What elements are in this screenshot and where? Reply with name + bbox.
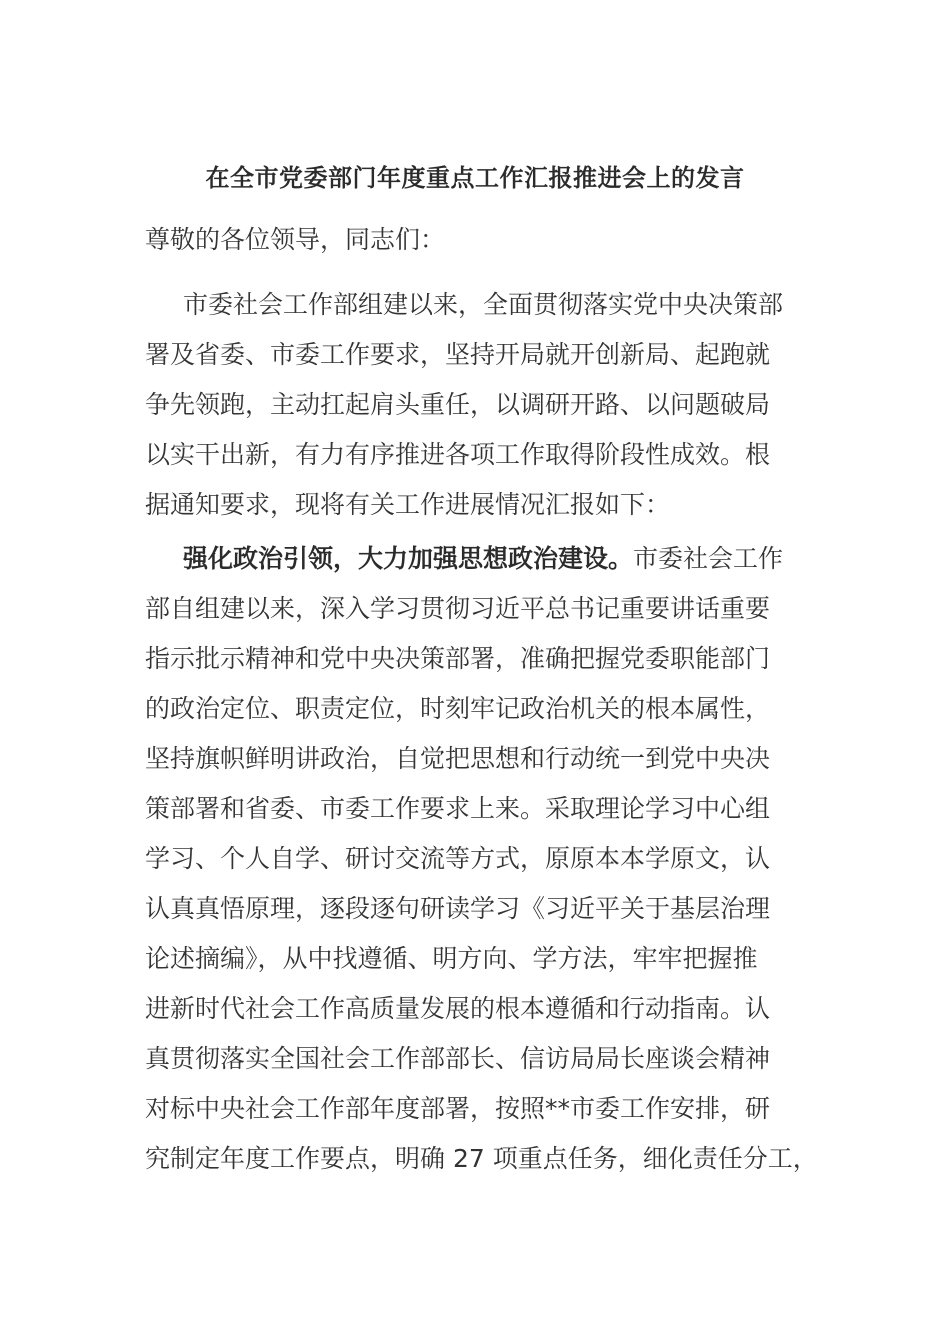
paragraph-line: 指示批示精神和党中央决策部署，准确把握党委职能部门 bbox=[145, 644, 771, 673]
document-title: 在全市党委部门年度重点工作汇报推进会上的发言 bbox=[205, 164, 745, 192]
paragraph-line: 市委社会工作部组建以来，全面贯彻落实党中央决策部 bbox=[183, 290, 784, 319]
paragraph-line: 争先领跑，主动扛起肩头重任，以调研开路、以问题破局 bbox=[145, 390, 771, 419]
paragraph-line: 据通知要求，现将有关工作进展情况汇报如下： bbox=[145, 490, 671, 519]
paragraph-first-line bbox=[145, 534, 825, 584]
paragraph-line: 部自组建以来，深入学习贯彻习近平总书记重要讲话重要 bbox=[145, 594, 771, 623]
paragraph-line: 以实干出新，有力有序推进各项工作取得阶段性成效。根 bbox=[145, 440, 771, 469]
paragraph-line: 对标中央社会工作部年度部署，按照**市委工作安排，研 bbox=[145, 1094, 771, 1123]
paragraph-line: 的政治定位、职责定位，时刻牢记政治机关的根本属性， bbox=[145, 694, 771, 723]
section-heading: 强化政治引领，大力加强思想政治建设。 bbox=[183, 544, 634, 573]
paragraph-text: 市委社会工作 bbox=[633, 544, 784, 573]
paragraph-line: 真贯彻落实全国社会工作部部长、信访局局长座谈会精神 bbox=[145, 1044, 771, 1073]
salutation: 尊敬的各位领导，同志们： bbox=[145, 225, 446, 254]
paragraph-line: 论述摘编》，从中找遵循、明方向、学方法，牢牢把握推 bbox=[145, 944, 758, 973]
paragraph-line: 究制定年度工作要点，明确 27 项重点任务，细化责任分工， bbox=[145, 1144, 818, 1173]
paragraph-line: 进新时代社会工作高质量发展的根本遵循和行动指南。认 bbox=[145, 994, 771, 1023]
paragraph-line: 学习、个人自学、研讨交流等方式，原原本本学原文，认 bbox=[145, 844, 771, 873]
paragraph-line: 认真真悟原理，逐段逐句研读学习《习近平关于基层治理 bbox=[145, 894, 771, 923]
paragraph-line: 坚持旗帜鲜明讲政治，自觉把思想和行动统一到党中央决 bbox=[145, 744, 771, 773]
paragraph-line: 策部署和省委、市委工作要求上来。采取理论学习中心组 bbox=[145, 794, 771, 823]
paragraph-political-guidance bbox=[145, 534, 825, 1184]
paragraph-intro bbox=[145, 280, 825, 530]
paragraph-line: 署及省委、市委工作要求，坚持开局就开创新局、起跑就 bbox=[145, 340, 771, 369]
